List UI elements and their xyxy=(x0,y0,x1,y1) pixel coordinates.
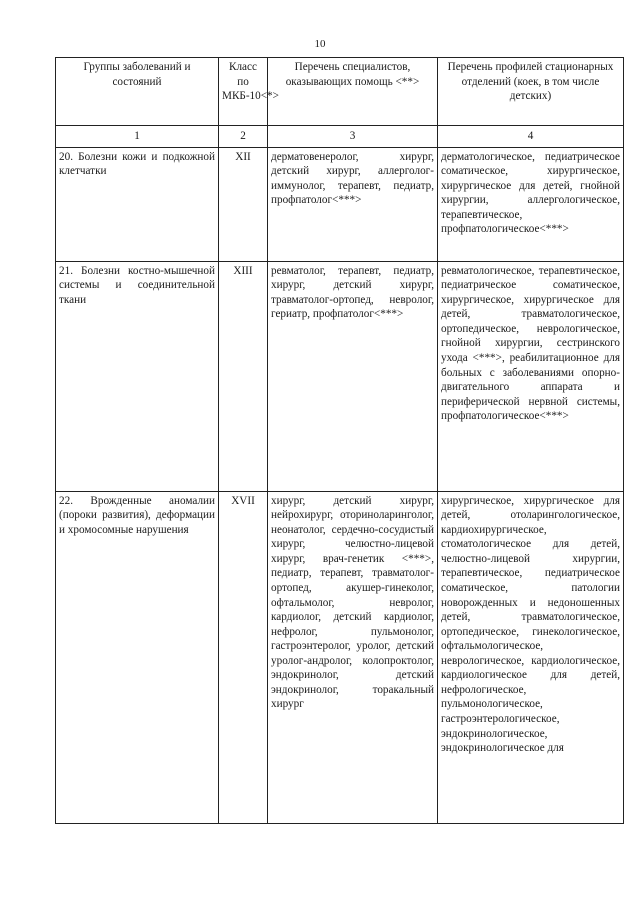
specialists-cell: дерматовенеролог, хирург, детский хирург, аллерголог-иммунолог, терапевт, педиатр, профпатолог<***> xyxy=(268,147,438,261)
specialists-cell: хирург, детский хирург, нейрохирург, оториноларинголог, неонатолог, сердечно-сосудистый хирург, челюстно-лицевой хирург, врач-генетик <***>, педиатр, терапевт, травматолог-ортопед, акушер-гинеколог, офтальмолог, невролог, кардиолог, детский кардиолог, нефролог, пульмонолог, гастроэнтеролог, уролог, детский уролог-андролог, колопроктолог, эндокринолог, детский эндокринолог, торакальный хирург xyxy=(268,491,438,823)
profiles-cell: ревматологическое, терапевтическое, педиатрическое соматическое, хирургическое, хирургическое для детей, травматологическое, ортопедическое, неврологическое, гнойной хирургии, сестринского ухода <***>, реабилитационное для больных с заболеваниями опорно-двигательного аппарата и периферической нервной системы, профпатологическое<***> xyxy=(438,261,624,491)
column-number-row xyxy=(56,126,624,148)
header-specialists: Перечень специалистов, оказывающих помощь <**> xyxy=(268,58,438,126)
disease-group-cell: 20. Болезни кожи и подкожной клетчатки xyxy=(56,147,219,261)
profiles-cell: хирургическое, хирургическое для детей, отоларингологическое, кардиохирургическое, стоматологическое для детей, челюстно-лицевой хирургии, терапевтическое, педиатрическое соматическое, патологии новорожденных и недоношенных детей, травматологическое, ортопедическое, гинекологическое, офтальмологическое, неврологическое, кардиологическое, кардиологическое для детей, нефрологическое, пульмонологическое, гастроэнтерологическое, эндокринологическое, эндокринологическое для xyxy=(438,491,624,823)
table-row xyxy=(56,261,624,491)
disease-group-cell: 22. Врожденные аномалии (пороки развития), деформации и хромосомные нарушения xyxy=(56,491,219,823)
header-disease-groups: Группы заболеваний и состояний xyxy=(56,58,219,126)
header-department-profiles: Перечень профилей стационарных отделений (коек, в том числе детских) xyxy=(438,58,624,126)
table-row xyxy=(56,491,624,823)
column-number: 1 xyxy=(56,126,219,148)
column-number: 4 xyxy=(438,126,624,148)
specialists-cell: ревматолог, терапевт, педиатр, хирург, детский хирург, травматолог-ортопед, невролог, гериатр, профпатолог<***> xyxy=(268,261,438,491)
icd-class-cell: XIII xyxy=(219,261,268,491)
header-icd-class: Класс по МКБ-10<*> xyxy=(219,58,268,126)
page-number: 10 xyxy=(314,38,326,50)
table-row xyxy=(56,147,624,261)
disease-groups-table xyxy=(55,57,624,824)
icd-class-cell: XVII xyxy=(219,491,268,823)
column-number: 2 xyxy=(219,126,268,148)
disease-group-cell: 21. Болезни костно-мышечной системы и соединительной ткани xyxy=(56,261,219,491)
column-number: 3 xyxy=(268,126,438,148)
table-header xyxy=(56,58,624,126)
icd-class-cell: XII xyxy=(219,147,268,261)
profiles-cell: дерматологическое, педиатрическое соматическое, хирургическое, хирургическое для детей, гнойной хирургии, аллергологическое, терапевтическое, профпатологическое<***> xyxy=(438,147,624,261)
